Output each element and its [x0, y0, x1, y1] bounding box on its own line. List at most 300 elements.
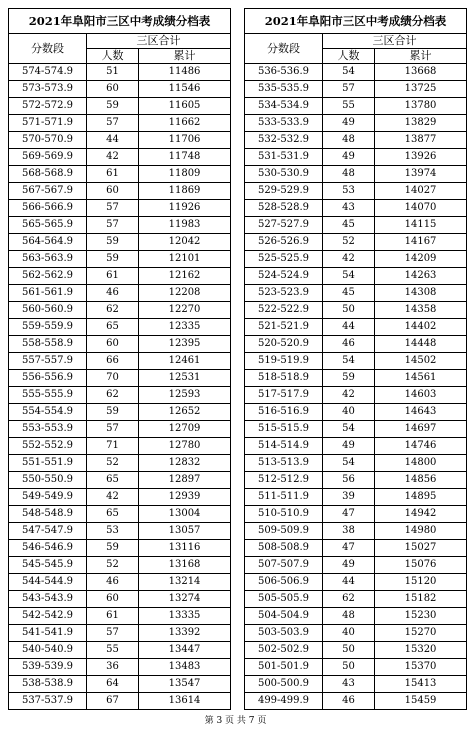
score-band-cell: 536-536.9 — [245, 64, 323, 81]
cumulative-cell: 15459 — [375, 693, 467, 710]
score-band-cell: 551-551.9 — [9, 455, 87, 472]
count-cell: 49 — [323, 438, 375, 455]
header-score-band: 分数段 — [245, 34, 323, 64]
score-band-cell: 567-567.9 — [9, 183, 87, 200]
score-band-cell: 515-515.9 — [245, 421, 323, 438]
score-band-cell: 519-519.9 — [245, 353, 323, 370]
count-cell: 46 — [87, 285, 139, 302]
cumulative-cell: 14070 — [375, 200, 467, 217]
cumulative-cell: 12335 — [139, 319, 231, 336]
count-cell: 46 — [323, 336, 375, 353]
cumulative-cell: 15230 — [375, 608, 467, 625]
score-band-cell: 512-512.9 — [245, 472, 323, 489]
header-count: 人数 — [323, 49, 375, 64]
score-band-cell: 560-560.9 — [9, 302, 87, 319]
score-band-cell: 531-531.9 — [245, 149, 323, 166]
cumulative-cell: 12897 — [139, 472, 231, 489]
score-band-cell: 561-561.9 — [9, 285, 87, 302]
score-band-cell: 518-518.9 — [245, 370, 323, 387]
count-cell: 47 — [323, 540, 375, 557]
score-band-cell: 501-501.9 — [245, 659, 323, 676]
cumulative-cell: 14697 — [375, 421, 467, 438]
table-row — [9, 693, 231, 710]
cumulative-cell: 11869 — [139, 183, 231, 200]
count-cell: 43 — [323, 676, 375, 693]
cumulative-cell: 14308 — [375, 285, 467, 302]
count-cell: 54 — [323, 353, 375, 370]
cumulative-cell: 11926 — [139, 200, 231, 217]
score-band-cell: 534-534.9 — [245, 98, 323, 115]
count-cell: 60 — [87, 336, 139, 353]
table-row — [245, 472, 467, 489]
cumulative-cell: 13392 — [139, 625, 231, 642]
table-row — [245, 132, 467, 149]
score-band-cell: 532-532.9 — [245, 132, 323, 149]
table-row — [245, 98, 467, 115]
count-cell: 71 — [87, 438, 139, 455]
table-row — [245, 625, 467, 642]
cumulative-cell: 14561 — [375, 370, 467, 387]
table-row — [9, 370, 231, 387]
right-score-table-panel — [244, 8, 466, 710]
cumulative-cell: 13547 — [139, 676, 231, 693]
cumulative-cell: 13668 — [375, 64, 467, 81]
table-row — [9, 166, 231, 183]
header-cumulative: 累计 — [139, 49, 231, 64]
cumulative-cell: 12270 — [139, 302, 231, 319]
count-cell: 59 — [87, 540, 139, 557]
score-table — [8, 8, 231, 710]
table-row — [9, 625, 231, 642]
cumulative-cell: 11546 — [139, 81, 231, 98]
table-row — [245, 353, 467, 370]
cumulative-cell: 13116 — [139, 540, 231, 557]
cumulative-cell: 14167 — [375, 234, 467, 251]
score-band-cell: 544-544.9 — [9, 574, 87, 591]
cumulative-cell: 14856 — [375, 472, 467, 489]
count-cell: 42 — [87, 489, 139, 506]
count-cell: 60 — [87, 183, 139, 200]
cumulative-cell: 11662 — [139, 115, 231, 132]
table-row — [245, 438, 467, 455]
table-row — [9, 319, 231, 336]
score-band-cell: 573-573.9 — [9, 81, 87, 98]
count-cell: 52 — [323, 234, 375, 251]
score-band-cell: 509-509.9 — [245, 523, 323, 540]
count-cell: 43 — [323, 200, 375, 217]
table-row — [9, 608, 231, 625]
score-band-cell: 522-522.9 — [245, 302, 323, 319]
cumulative-cell: 12531 — [139, 370, 231, 387]
count-cell: 65 — [87, 472, 139, 489]
table-row — [9, 506, 231, 523]
header-region: 三区合计 — [323, 34, 467, 49]
count-cell: 65 — [87, 319, 139, 336]
table-row — [245, 319, 467, 336]
count-cell: 42 — [323, 387, 375, 404]
cumulative-cell: 13614 — [139, 693, 231, 710]
cumulative-cell: 14263 — [375, 268, 467, 285]
cumulative-cell: 13274 — [139, 591, 231, 608]
table-row — [245, 64, 467, 81]
cumulative-cell: 13447 — [139, 642, 231, 659]
count-cell: 49 — [323, 115, 375, 132]
count-cell: 59 — [87, 234, 139, 251]
score-band-cell: 506-506.9 — [245, 574, 323, 591]
count-cell: 45 — [323, 217, 375, 234]
count-cell: 53 — [87, 523, 139, 540]
score-band-cell: 569-569.9 — [9, 149, 87, 166]
table-row — [9, 438, 231, 455]
table-title: 2021年阜阳市三区中考成绩分档表 — [9, 9, 231, 34]
cumulative-cell: 11983 — [139, 217, 231, 234]
table-row — [245, 591, 467, 608]
score-band-cell: 552-552.9 — [9, 438, 87, 455]
count-cell: 59 — [87, 98, 139, 115]
cumulative-cell: 14358 — [375, 302, 467, 319]
table-row — [9, 251, 231, 268]
count-cell: 50 — [323, 302, 375, 319]
cumulative-cell: 11706 — [139, 132, 231, 149]
cumulative-cell: 14209 — [375, 251, 467, 268]
count-cell: 50 — [323, 659, 375, 676]
table-row — [245, 217, 467, 234]
table-row — [9, 472, 231, 489]
score-band-cell: 545-545.9 — [9, 557, 87, 574]
table-row — [245, 642, 467, 659]
cumulative-cell: 12939 — [139, 489, 231, 506]
cumulative-cell: 14800 — [375, 455, 467, 472]
score-band-cell: 523-523.9 — [245, 285, 323, 302]
cumulative-cell: 12208 — [139, 285, 231, 302]
table-row — [9, 642, 231, 659]
count-cell: 36 — [87, 659, 139, 676]
cumulative-cell: 14942 — [375, 506, 467, 523]
score-band-cell: 535-535.9 — [245, 81, 323, 98]
table-row — [9, 387, 231, 404]
table-row — [9, 132, 231, 149]
score-band-cell: 538-538.9 — [9, 676, 87, 693]
score-band-cell: 503-503.9 — [245, 625, 323, 642]
table-row — [245, 234, 467, 251]
count-cell: 54 — [323, 421, 375, 438]
count-cell: 52 — [87, 455, 139, 472]
score-band-cell: 558-558.9 — [9, 336, 87, 353]
table-row — [245, 676, 467, 693]
count-cell: 42 — [323, 251, 375, 268]
count-cell: 42 — [87, 149, 139, 166]
page-footer: 第 3 页 共 7 页 — [204, 716, 267, 726]
count-cell: 57 — [87, 421, 139, 438]
table-row — [245, 421, 467, 438]
cumulative-cell: 13335 — [139, 608, 231, 625]
cumulative-cell: 12780 — [139, 438, 231, 455]
table-row — [245, 387, 467, 404]
count-cell: 56 — [323, 472, 375, 489]
score-band-cell: 554-554.9 — [9, 404, 87, 421]
score-band-cell: 562-562.9 — [9, 268, 87, 285]
score-band-cell: 502-502.9 — [245, 642, 323, 659]
count-cell: 48 — [323, 608, 375, 625]
count-cell: 54 — [323, 268, 375, 285]
cumulative-cell: 12461 — [139, 353, 231, 370]
score-band-cell: 568-568.9 — [9, 166, 87, 183]
score-table — [244, 8, 467, 710]
table-row — [245, 370, 467, 387]
count-cell: 66 — [87, 353, 139, 370]
count-cell: 48 — [323, 132, 375, 149]
table-row — [245, 608, 467, 625]
table-row — [245, 285, 467, 302]
cumulative-cell: 11748 — [139, 149, 231, 166]
count-cell: 49 — [323, 149, 375, 166]
score-band-cell: 525-525.9 — [245, 251, 323, 268]
table-row — [9, 217, 231, 234]
count-cell: 49 — [323, 557, 375, 574]
score-band-cell: 499-499.9 — [245, 693, 323, 710]
count-cell: 39 — [323, 489, 375, 506]
table-row — [245, 489, 467, 506]
cumulative-cell: 14502 — [375, 353, 467, 370]
cumulative-cell: 15413 — [375, 676, 467, 693]
table-row — [245, 302, 467, 319]
count-cell: 65 — [87, 506, 139, 523]
table-row — [9, 268, 231, 285]
table-row — [245, 149, 467, 166]
table-row — [9, 64, 231, 81]
score-band-cell: 557-557.9 — [9, 353, 87, 370]
cumulative-cell: 12395 — [139, 336, 231, 353]
cumulative-cell: 14980 — [375, 523, 467, 540]
score-band-cell: 511-511.9 — [245, 489, 323, 506]
table-row — [245, 506, 467, 523]
table-row — [9, 489, 231, 506]
score-band-cell: 570-570.9 — [9, 132, 87, 149]
cumulative-cell: 14643 — [375, 404, 467, 421]
score-band-cell: 571-571.9 — [9, 115, 87, 132]
cumulative-cell: 14448 — [375, 336, 467, 353]
table-row — [9, 285, 231, 302]
score-band-cell: 564-564.9 — [9, 234, 87, 251]
count-cell: 55 — [87, 642, 139, 659]
score-band-cell: 542-542.9 — [9, 608, 87, 625]
score-band-cell: 528-528.9 — [245, 200, 323, 217]
cumulative-cell: 12162 — [139, 268, 231, 285]
table-row — [9, 523, 231, 540]
count-cell: 44 — [323, 319, 375, 336]
count-cell: 59 — [87, 251, 139, 268]
cumulative-cell: 11605 — [139, 98, 231, 115]
cumulative-cell: 12832 — [139, 455, 231, 472]
count-cell: 57 — [323, 81, 375, 98]
table-row — [9, 659, 231, 676]
cumulative-cell: 11809 — [139, 166, 231, 183]
count-cell: 48 — [323, 166, 375, 183]
table-row — [9, 540, 231, 557]
score-band-cell: 556-556.9 — [9, 370, 87, 387]
table-row — [9, 676, 231, 693]
score-band-cell: 516-516.9 — [245, 404, 323, 421]
score-band-cell: 508-508.9 — [245, 540, 323, 557]
score-band-cell: 530-530.9 — [245, 166, 323, 183]
score-band-cell: 548-548.9 — [9, 506, 87, 523]
score-band-cell: 574-574.9 — [9, 64, 87, 81]
table-row — [9, 200, 231, 217]
score-band-cell: 559-559.9 — [9, 319, 87, 336]
score-band-cell: 529-529.9 — [245, 183, 323, 200]
cumulative-cell: 14115 — [375, 217, 467, 234]
cumulative-cell: 15182 — [375, 591, 467, 608]
cumulative-cell: 12593 — [139, 387, 231, 404]
count-cell: 61 — [87, 268, 139, 285]
count-cell: 51 — [87, 64, 139, 81]
cumulative-cell: 15076 — [375, 557, 467, 574]
count-cell: 64 — [87, 676, 139, 693]
table-row — [245, 557, 467, 574]
score-band-cell: 546-546.9 — [9, 540, 87, 557]
table-row — [9, 455, 231, 472]
count-cell: 40 — [323, 625, 375, 642]
table-row — [9, 81, 231, 98]
cumulative-cell: 15027 — [375, 540, 467, 557]
header-region: 三区合计 — [87, 34, 231, 49]
cumulative-cell: 13725 — [375, 81, 467, 98]
table-row — [245, 183, 467, 200]
table-row — [245, 404, 467, 421]
score-band-cell: 547-547.9 — [9, 523, 87, 540]
count-cell: 57 — [87, 200, 139, 217]
score-band-cell: 555-555.9 — [9, 387, 87, 404]
count-cell: 70 — [87, 370, 139, 387]
cumulative-cell: 13483 — [139, 659, 231, 676]
score-band-cell: 563-563.9 — [9, 251, 87, 268]
header-cumulative: 累计 — [375, 49, 467, 64]
count-cell: 44 — [323, 574, 375, 591]
cumulative-cell: 13214 — [139, 574, 231, 591]
score-band-cell: 537-537.9 — [9, 693, 87, 710]
score-band-cell: 500-500.9 — [245, 676, 323, 693]
table-row — [245, 693, 467, 710]
table-row — [245, 251, 467, 268]
score-band-cell: 520-520.9 — [245, 336, 323, 353]
table-row — [245, 166, 467, 183]
count-cell: 46 — [323, 693, 375, 710]
cumulative-cell: 12042 — [139, 234, 231, 251]
count-cell: 62 — [323, 591, 375, 608]
table-row — [245, 81, 467, 98]
table-row — [9, 421, 231, 438]
cumulative-cell: 15270 — [375, 625, 467, 642]
count-cell: 59 — [87, 404, 139, 421]
count-cell: 55 — [323, 98, 375, 115]
table-row — [245, 455, 467, 472]
count-cell: 62 — [87, 302, 139, 319]
score-band-cell: 553-553.9 — [9, 421, 87, 438]
count-cell: 38 — [323, 523, 375, 540]
count-cell: 53 — [323, 183, 375, 200]
score-band-cell: 539-539.9 — [9, 659, 87, 676]
table-row — [9, 183, 231, 200]
score-band-cell: 541-541.9 — [9, 625, 87, 642]
table-row — [9, 98, 231, 115]
table-row — [9, 115, 231, 132]
score-band-cell: 514-514.9 — [245, 438, 323, 455]
count-cell: 50 — [323, 642, 375, 659]
cumulative-cell: 14746 — [375, 438, 467, 455]
score-band-cell: 517-517.9 — [245, 387, 323, 404]
left-score-table-panel — [8, 8, 230, 710]
count-cell: 57 — [87, 115, 139, 132]
score-band-cell: 505-505.9 — [245, 591, 323, 608]
score-band-cell: 521-521.9 — [245, 319, 323, 336]
cumulative-cell: 13829 — [375, 115, 467, 132]
table-row — [9, 353, 231, 370]
table-row — [245, 200, 467, 217]
table-title: 2021年阜阳市三区中考成绩分档表 — [245, 9, 467, 34]
score-band-cell: 526-526.9 — [245, 234, 323, 251]
header-score-band: 分数段 — [9, 34, 87, 64]
cumulative-cell: 13057 — [139, 523, 231, 540]
count-cell: 54 — [323, 455, 375, 472]
table-row — [9, 234, 231, 251]
cumulative-cell: 15320 — [375, 642, 467, 659]
count-cell: 46 — [87, 574, 139, 591]
score-band-cell: 572-572.9 — [9, 98, 87, 115]
cumulative-cell: 12709 — [139, 421, 231, 438]
score-band-cell: 513-513.9 — [245, 455, 323, 472]
score-band-cell: 565-565.9 — [9, 217, 87, 234]
cumulative-cell: 13780 — [375, 98, 467, 115]
count-cell: 44 — [87, 132, 139, 149]
cumulative-cell: 14402 — [375, 319, 467, 336]
count-cell: 60 — [87, 81, 139, 98]
score-band-cell: 550-550.9 — [9, 472, 87, 489]
table-row — [245, 574, 467, 591]
cumulative-cell: 13168 — [139, 557, 231, 574]
table-row — [9, 149, 231, 166]
cumulative-cell: 14603 — [375, 387, 467, 404]
count-cell: 61 — [87, 166, 139, 183]
table-row — [9, 557, 231, 574]
score-band-cell: 540-540.9 — [9, 642, 87, 659]
table-row — [9, 574, 231, 591]
score-band-cell: 533-533.9 — [245, 115, 323, 132]
score-band-cell: 510-510.9 — [245, 506, 323, 523]
cumulative-cell: 13004 — [139, 506, 231, 523]
score-band-cell: 524-524.9 — [245, 268, 323, 285]
score-band-cell: 543-543.9 — [9, 591, 87, 608]
count-cell: 54 — [323, 64, 375, 81]
count-cell: 45 — [323, 285, 375, 302]
table-row — [245, 336, 467, 353]
count-cell: 62 — [87, 387, 139, 404]
cumulative-cell: 15370 — [375, 659, 467, 676]
cumulative-cell: 13926 — [375, 149, 467, 166]
table-row — [245, 115, 467, 132]
cumulative-cell: 11486 — [139, 64, 231, 81]
cumulative-cell: 12101 — [139, 251, 231, 268]
count-cell: 52 — [87, 557, 139, 574]
count-cell: 67 — [87, 693, 139, 710]
count-cell: 59 — [323, 370, 375, 387]
score-band-cell: 566-566.9 — [9, 200, 87, 217]
count-cell: 60 — [87, 591, 139, 608]
count-cell: 40 — [323, 404, 375, 421]
table-row — [245, 268, 467, 285]
count-cell: 61 — [87, 608, 139, 625]
cumulative-cell: 13877 — [375, 132, 467, 149]
table-row — [9, 302, 231, 319]
